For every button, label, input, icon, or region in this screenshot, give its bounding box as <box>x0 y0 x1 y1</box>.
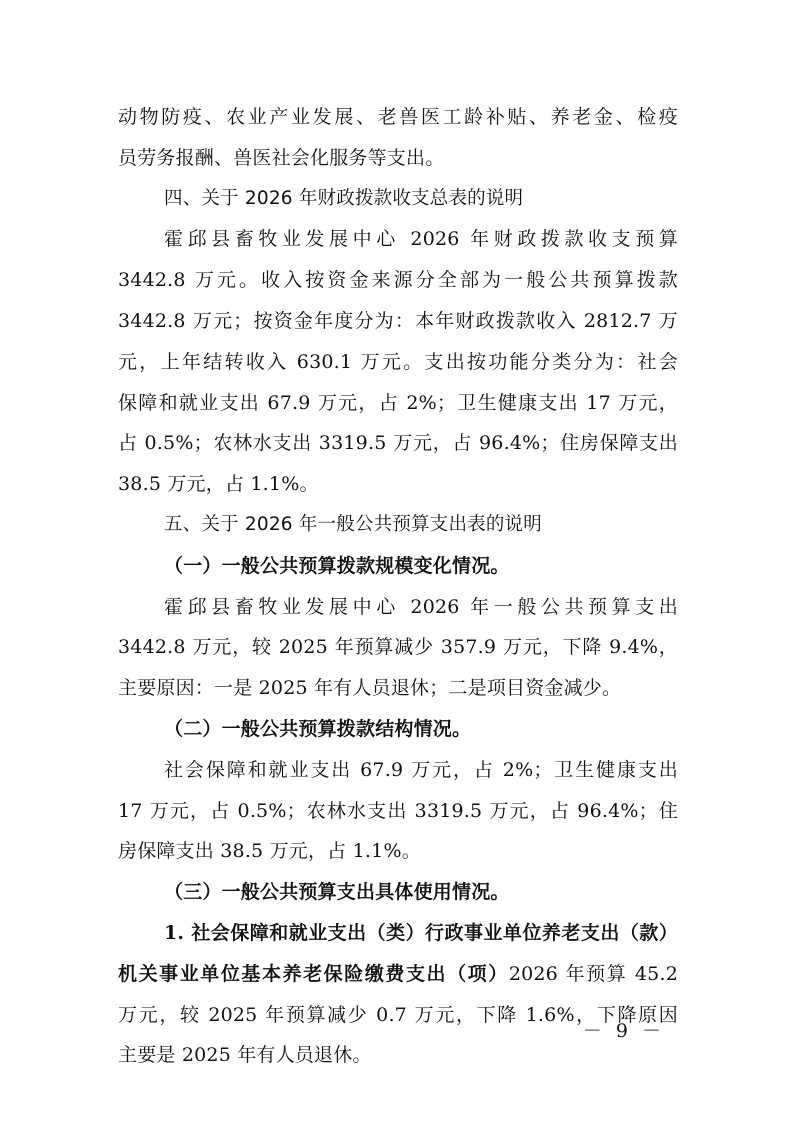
item-heading-line-mixed <box>118 954 678 995</box>
subsection-heading-3: （三）一般公共预算支出具体使用情况。 <box>164 881 510 904</box>
paragraph-line: 霍邱县畜牧业发展中心 2026 年一般公共预算支出 <box>164 595 678 618</box>
paragraph-line: 元，上年结转收入 630.1 万元。支出按功能分类分为：社会 <box>118 350 678 373</box>
page-number: － 9 － <box>582 1020 665 1042</box>
paragraph-line: 3442.8 万元；按资金年度分为：本年财政拨款收入 2812.7 万 <box>118 309 678 332</box>
paragraph-line: 万元，较 2025 年预算减少 0.7 万元，下降 1.6%，下降原因 <box>118 1003 678 1026</box>
paragraph-line: 3442.8 万元。收入按资金来源分全部为一般公共预算拨款 <box>118 269 678 292</box>
subsection-heading-1: （一）一般公共预算拨款规模变化情况。 <box>164 554 510 577</box>
document-body <box>118 97 678 1076</box>
paragraph-line: 占 0.5%；农林水支出 3319.5 万元，占 96.4%；住房保障支出 <box>118 432 678 455</box>
item-heading-bold-part: 机关事业单位基本养老保险缴费支出（项） <box>118 962 509 985</box>
section-heading-5: 五、关于 2026 年一般公共预算支出表的说明 <box>164 513 542 535</box>
item-heading-normal-part: 2026 年预算 45.2 <box>508 962 678 985</box>
paragraph-line: 主要原因：一是 2025 年有人员退休；二是项目资金减少。 <box>118 677 622 700</box>
paragraph-line: 员劳务报酬、兽医社会化服务等支出。 <box>118 146 445 169</box>
paragraph-line: 38.5 万元，占 1.1%。 <box>118 473 319 496</box>
paragraph-line: 房保障支出 38.5 万元，占 1.1%。 <box>118 840 421 863</box>
paragraph-line: 霍邱县畜牧业发展中心 2026 年财政拨款收支预算 <box>164 228 678 251</box>
paragraph-line: 17 万元，占 0.5%；农林水支出 3319.5 万元，占 96.4%；住 <box>118 799 678 822</box>
paragraph-line: 3442.8 万元，较 2025 年预算减少 357.9 万元，下降 9.4%， <box>118 636 678 659</box>
paragraph-line: 保障和就业支出 67.9 万元，占 2%；卫生健康支出 17 万元， <box>118 391 678 414</box>
paragraph-line: 动物防疫、农业产业发展、老兽医工龄补贴、养老金、检疫 <box>118 106 678 128</box>
section-heading-4: 四、关于 2026 年财政拨款收支总表的说明 <box>164 187 524 209</box>
paragraph-line: 主要是 2025 年有人员退休。 <box>118 1044 372 1067</box>
subsection-heading-2: （二）一般公共预算拨款结构情况。 <box>164 717 472 740</box>
paragraph-line: 社会保障和就业支出 67.9 万元，占 2%；卫生健康支出 <box>164 758 678 781</box>
item-heading-line: 1. 社会保障和就业支出（类）行政事业单位养老支出（款） <box>164 921 678 944</box>
